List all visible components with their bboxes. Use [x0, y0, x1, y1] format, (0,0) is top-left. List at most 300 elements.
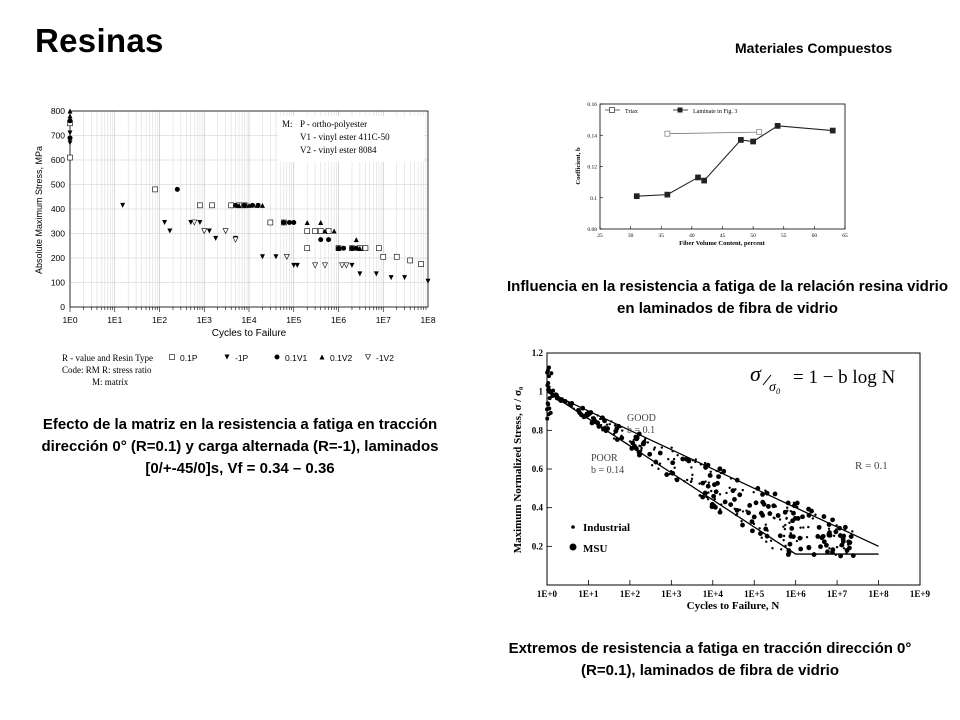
data-point--1P	[162, 220, 167, 225]
x-tick-label: 1E1	[107, 315, 123, 325]
legend-laminate: Laminate in Fig. 3	[693, 109, 738, 115]
data-point-industrial	[710, 490, 712, 492]
data-point-industrial	[782, 539, 784, 541]
good-label: GOOD	[627, 413, 656, 424]
annotation-line3: V2 - vinyl ester 8084	[300, 145, 377, 155]
data-point-msu	[830, 517, 835, 522]
data-point-industrial	[753, 523, 755, 525]
data-point-industrial	[657, 468, 659, 470]
data-point--1P	[68, 131, 73, 136]
data-point-industrial	[653, 448, 655, 450]
x-axis-label: Cycles to Failure	[211, 328, 287, 339]
data-point-industrial	[767, 504, 769, 506]
data-point-industrial	[828, 528, 830, 530]
y-tick-label: 1.2	[531, 348, 543, 358]
data-point--1P	[120, 203, 125, 208]
data-point-0.1V2	[318, 220, 323, 225]
data-point-msu	[680, 457, 685, 462]
data-point--1P	[207, 229, 212, 234]
data-point-industrial	[833, 535, 835, 537]
data-point-industrial	[734, 488, 736, 490]
data-point-industrial	[784, 524, 786, 526]
legend-marker	[320, 355, 325, 360]
data-point-msu	[822, 539, 827, 544]
data-point--1V2	[313, 263, 318, 268]
data-point-industrial	[835, 528, 837, 530]
data-point-0.1V1	[326, 237, 331, 242]
data-point-msu	[647, 452, 652, 457]
x-tick-label: 1E+5	[744, 589, 765, 599]
data-point-msu	[706, 484, 711, 489]
x-axis-label: Cycles to Failure, N	[686, 600, 780, 612]
data-point-industrial	[715, 490, 717, 492]
data-point-industrial	[765, 523, 767, 525]
axis-ticks	[587, 102, 848, 239]
data-point-msu	[711, 494, 716, 499]
y-tick-label: 0.1	[590, 195, 597, 202]
data-point-industrial	[796, 517, 798, 519]
legend-marker-msu	[570, 544, 577, 551]
data-point-msu	[750, 528, 755, 533]
data-point-industrial	[796, 540, 798, 542]
x-tick-label: 50	[750, 233, 756, 239]
data-point-msu	[546, 368, 550, 372]
legend-msu: MSU	[583, 543, 608, 555]
eq-sigma: σ	[750, 361, 761, 386]
legend-heading: R - value and Resin Type	[62, 353, 153, 363]
data-point-0.1P	[394, 254, 399, 259]
data-point-industrial	[761, 536, 763, 538]
y-tick-label: 0.4	[531, 502, 543, 513]
data-point-0.1P	[210, 203, 215, 208]
data-point-msu	[754, 500, 759, 505]
data-point-industrial	[830, 550, 832, 552]
x-tick-label: 1E4	[241, 315, 257, 325]
data-point-industrial	[661, 446, 663, 448]
legend-marker-laminate	[678, 108, 683, 113]
data-point-industrial	[839, 544, 841, 546]
data-point-0.1V2	[68, 113, 73, 118]
data-point-industrial	[770, 540, 772, 542]
data-point--1V2	[344, 263, 349, 268]
x-tick-label: 1E+1	[578, 589, 599, 599]
data-point-industrial	[698, 482, 700, 484]
data-point-0.1V1	[287, 220, 292, 225]
x-tick-label: 65	[842, 233, 848, 239]
data-point--1V2	[323, 263, 328, 268]
data-point-msu	[547, 407, 551, 411]
y-tick-label: 500	[50, 179, 65, 190]
data-point-msu	[773, 492, 778, 497]
data-point-industrial	[802, 526, 804, 528]
data-point-Laminate in Fig. 3	[775, 123, 780, 128]
data-point-industrial	[800, 537, 802, 539]
data-point-0.1V1	[68, 135, 73, 140]
data-point-0.1P	[363, 246, 368, 251]
data-point--1V2	[223, 229, 228, 234]
data-point-industrial	[601, 429, 603, 431]
data-point--1P	[374, 271, 379, 276]
equation	[750, 361, 895, 395]
data-point-msu	[786, 552, 791, 557]
data-point-msu	[664, 472, 669, 477]
poor-label: POOR	[591, 453, 618, 464]
y-tick-label: 0.08	[587, 227, 597, 233]
y-tick-label: 700	[50, 130, 65, 141]
data-point-industrial	[639, 445, 641, 447]
data-point-Laminate in Fig. 3	[702, 178, 707, 183]
data-point-industrial	[740, 520, 742, 522]
data-point-industrial	[641, 443, 643, 445]
data-point-0.1P	[408, 258, 413, 263]
caption-top-right: Influencia en la resistencia a fatiga de la relación resina vidrio en laminados de fibra de vidrio	[506, 278, 948, 317]
x-tick-label: 60	[811, 233, 818, 239]
data-series	[634, 123, 835, 198]
data-point-msu	[798, 547, 803, 552]
x-tick-label: 30	[627, 233, 634, 239]
data-point-msu	[737, 492, 742, 497]
data-point--1P	[295, 263, 300, 268]
legend-triax: Triax	[625, 109, 638, 115]
data-point-industrial	[765, 541, 767, 543]
y-axis-label: Maximum Normalized Stress, σ / σ₀	[512, 386, 524, 554]
data-point-industrial	[633, 439, 635, 441]
data-point-Laminate in Fig. 3	[665, 192, 670, 197]
data-point--1P	[402, 275, 407, 280]
data-point-msu	[760, 500, 765, 505]
data-point-industrial	[690, 480, 692, 482]
r-value: R = 0.1	[855, 460, 888, 472]
data-point-industrial	[758, 527, 760, 529]
data-point-msu	[788, 542, 793, 547]
fiber-volume-chart	[565, 96, 860, 250]
data-point-0.1P	[197, 203, 202, 208]
data-point-msu	[715, 481, 720, 486]
data-point-industrial	[780, 548, 782, 550]
x-tick-label: 1E+6	[785, 589, 806, 599]
data-point-msu	[806, 507, 811, 512]
x-tick-label: 1E3	[196, 315, 212, 325]
data-point-industrial	[752, 491, 754, 493]
data-point-msu	[718, 510, 723, 515]
data-point-0.1P	[153, 187, 158, 192]
data-point-msu	[746, 510, 751, 515]
data-point-0.1P	[313, 229, 318, 234]
data-point-industrial	[613, 437, 615, 439]
data-point-industrial	[710, 475, 712, 477]
plot-frame	[600, 104, 845, 229]
data-point-msu	[545, 417, 549, 421]
x-tick-label: 40	[689, 233, 695, 239]
data-point-industrial	[651, 464, 653, 466]
data-point-industrial	[670, 446, 672, 448]
data-point-industrial	[673, 458, 675, 460]
data-point-0.1P	[305, 246, 310, 251]
data-point-industrial	[707, 491, 709, 493]
data-point-industrial	[690, 466, 692, 468]
normalized-stress-chart	[505, 345, 930, 615]
data-point-industrial	[807, 526, 809, 528]
data-point-industrial	[766, 529, 768, 531]
data-point-industrial	[704, 480, 706, 482]
data-point-msu	[717, 466, 722, 471]
data-point-msu	[790, 518, 795, 523]
legend-entry--1P: -1P	[235, 353, 249, 363]
data-point-industrial	[762, 514, 764, 516]
data-point-industrial	[699, 494, 701, 496]
x-tick-label: 55	[781, 233, 787, 239]
data-point-Laminate in Fig. 3	[830, 128, 835, 133]
data-point-msu	[776, 513, 781, 518]
x-tick-label: 1E+7	[827, 589, 848, 599]
data-point-msu	[791, 511, 796, 516]
data-point-msu	[547, 374, 551, 378]
data-point-Triax	[757, 130, 762, 135]
data-point-industrial	[783, 535, 785, 537]
y-tick-label: 200	[50, 253, 65, 263]
legend	[62, 353, 394, 387]
data-point-msu	[846, 539, 851, 544]
eq-sigma0: σ₀	[769, 380, 781, 395]
data-point-0.1P	[419, 262, 424, 267]
good-b: b = 0.1	[627, 425, 656, 436]
data-point-0.1V1	[349, 246, 354, 251]
data-point-msu	[549, 411, 553, 415]
data-point-msu	[819, 535, 824, 540]
data-point-msu	[747, 503, 752, 508]
poor-b: b = 0.14	[591, 465, 625, 476]
data-point-msu	[843, 525, 848, 530]
data-point-industrial	[790, 528, 792, 530]
legend-entry-0.1V1: 0.1V1	[285, 353, 308, 363]
data-point-msu	[547, 385, 551, 389]
data-point-0.1P	[376, 246, 381, 251]
matrix-fatigue-chart	[30, 100, 450, 400]
data-point--1P	[389, 275, 394, 280]
data-point-industrial	[828, 534, 830, 536]
data-point-0.1V1	[341, 246, 346, 251]
data-point-industrial	[728, 487, 730, 489]
x-tick-label: 1E+0	[536, 589, 558, 599]
data-point--1V2	[233, 237, 238, 242]
data-point-msu	[752, 515, 757, 520]
data-point-msu	[710, 504, 715, 509]
data-point-industrial	[806, 536, 808, 538]
data-point-0.1P	[268, 220, 273, 225]
x-tick-label: 1E6	[330, 315, 347, 325]
annotation-line2: V1 - vinyl ester 411C-50	[300, 132, 390, 142]
data-point-industrial	[782, 526, 784, 528]
data-point-industrial	[788, 522, 790, 524]
data-point-industrial	[790, 532, 792, 534]
data-point-industrial	[606, 424, 608, 426]
data-point-msu	[740, 523, 745, 528]
data-point-Laminate in Fig. 3	[751, 139, 756, 144]
legend-code: Code: RM R: stress ratio	[62, 365, 152, 375]
legend-marker	[275, 355, 280, 360]
data-point-Laminate in Fig. 3	[738, 137, 743, 142]
data-point-industrial	[708, 481, 710, 483]
x-tick-label: 1E+2	[619, 589, 640, 599]
data-point-msu	[783, 510, 788, 515]
data-point-msu	[806, 545, 811, 550]
data-point-industrial	[814, 514, 816, 516]
data-point-0.1V2	[332, 229, 337, 234]
data-point-msu	[845, 548, 850, 553]
data-point-industrial	[614, 424, 616, 426]
y-tick-label: 400	[50, 204, 65, 214]
legend	[605, 108, 737, 116]
data-point-0.1V1	[281, 220, 286, 225]
data-point-0.1V1	[68, 118, 73, 123]
data-point-industrial	[742, 489, 744, 491]
x-tick-label: 1E7	[375, 315, 391, 325]
legend	[570, 522, 631, 555]
legend-entry-0.1V2: 0.1V2	[330, 353, 353, 363]
data-point-msu	[838, 533, 843, 538]
data-point-industrial	[828, 547, 830, 549]
data-point--1P	[273, 254, 278, 259]
data-point-industrial	[836, 546, 838, 548]
legend-industrial: Industrial	[583, 522, 631, 534]
data-point-msu	[788, 534, 793, 539]
y-tick-label: 0.14	[587, 133, 597, 140]
y-tick-label: 1	[538, 386, 543, 397]
x-tick-label: 1E+9	[909, 589, 930, 599]
data-point-industrial	[719, 493, 721, 495]
data-point-0.1P	[68, 155, 73, 160]
y-tick-label: 0.16	[587, 102, 597, 108]
data-point-industrial	[851, 530, 853, 532]
data-point--1V2	[192, 220, 197, 225]
data-point-industrial	[676, 454, 678, 456]
legend-marker-industrial	[571, 525, 575, 529]
x-tick-label: 1E+3	[661, 589, 682, 599]
data-point--1P	[260, 254, 265, 259]
data-point-industrial	[591, 416, 593, 418]
data-point-industrial	[691, 478, 693, 480]
data-point-industrial	[773, 517, 775, 519]
data-point-industrial	[786, 506, 788, 508]
y-axis-label: Coefficient, b	[575, 147, 582, 185]
course-name: Materiales Compuestos	[735, 40, 893, 56]
data-point-0.1V2	[305, 220, 310, 225]
data-point-msu	[723, 500, 728, 505]
data-point-industrial	[711, 502, 713, 504]
x-tick-label: 1E2	[151, 315, 168, 325]
y-tick-label: 600	[50, 155, 65, 165]
data-point-0.1V2	[260, 203, 265, 208]
data-point--1P	[349, 263, 354, 268]
resin-annotation	[278, 116, 424, 162]
legend-entry-0.1P: 0.1P	[180, 353, 198, 363]
legend-marker	[170, 355, 175, 360]
data-point-Laminate in Fig. 3	[634, 194, 639, 199]
data-point-Triax	[665, 131, 670, 136]
data-point-msu	[551, 389, 555, 393]
data-point-msu	[735, 508, 740, 513]
x-tick-label: 35	[658, 233, 664, 239]
eq-rhs: = 1 − b log N	[793, 367, 896, 388]
data-point-industrial	[849, 535, 851, 537]
y-axis-label: Absolute Maximum Stress, MPa	[34, 145, 44, 275]
data-point-msu	[613, 429, 618, 434]
data-point-msu	[548, 396, 552, 400]
y-tick-label: 0.6	[531, 464, 543, 474]
legend-matrix: M: matrix	[92, 377, 129, 387]
data-point-Laminate in Fig. 3	[696, 175, 701, 180]
data-point-msu	[728, 502, 733, 507]
data-point-industrial	[667, 458, 669, 460]
data-point--1P	[197, 220, 202, 225]
legend-entries	[170, 353, 395, 363]
data-point-industrial	[710, 471, 712, 473]
data-point-msu	[716, 474, 721, 479]
caption-bottom-right: Extremos de resistencia a fatiga en tracción dirección 0° (R=0.1), laminados de fibra de vidrio	[508, 640, 912, 679]
data-point-industrial	[785, 517, 787, 519]
data-point-industrial	[686, 479, 688, 481]
data-point--1P	[357, 271, 362, 276]
legend-marker	[225, 355, 230, 360]
data-point-industrial	[799, 526, 801, 528]
data-point--1V2	[284, 254, 289, 259]
legend-entry--1V2: -1V2	[376, 353, 394, 363]
x-axis-label: Fiber Volume Content, percent	[679, 240, 765, 247]
legend-marker	[366, 355, 371, 360]
y-tick-label: 0.2	[531, 541, 543, 552]
data-point-0.1P	[318, 229, 323, 234]
data-point-msu	[732, 497, 737, 502]
data-point-0.1V1	[291, 220, 296, 225]
legend-marker-triax	[610, 108, 615, 113]
data-point-msu	[767, 511, 772, 516]
data-point-0.1P	[305, 229, 310, 234]
annotation-line1: P - ortho-polyester	[300, 119, 368, 129]
data-point-industrial	[742, 510, 744, 512]
data-point-industrial	[637, 437, 639, 439]
y-tick-label: 0	[60, 302, 65, 312]
data-point-industrial	[725, 492, 727, 494]
x-tick-label: 25	[597, 233, 603, 239]
data-point-industrial	[812, 517, 814, 519]
data-point-industrial	[691, 474, 693, 476]
data-point-msu	[546, 402, 550, 406]
data-point-msu	[817, 525, 822, 530]
data-point-msu	[822, 514, 827, 519]
data-point-industrial	[621, 429, 623, 431]
y-tick-label: 800	[50, 106, 65, 116]
data-point-msu	[841, 539, 846, 544]
y-tick-label: 100	[50, 277, 65, 288]
x-tick-label: 1E0	[62, 315, 78, 325]
data-point--1P	[68, 140, 73, 145]
data-point-msu	[818, 544, 823, 549]
data-point--1P	[167, 229, 172, 234]
data-point-0.1V2	[354, 237, 359, 242]
data-point-industrial	[775, 505, 777, 507]
data-point-0.1V1	[242, 203, 247, 208]
data-point-0.1V1	[318, 237, 323, 242]
page-title: Resinas	[35, 22, 164, 59]
data-point--1V2	[340, 263, 345, 268]
data-point-industrial	[647, 441, 649, 443]
data-point-0.1P	[381, 254, 386, 259]
data-point-industrial	[843, 547, 845, 549]
data-point-msu	[658, 451, 663, 456]
series-line-Triax	[667, 132, 759, 134]
x-tick-label: 1E8	[420, 315, 436, 325]
data-point-industrial	[779, 518, 781, 520]
